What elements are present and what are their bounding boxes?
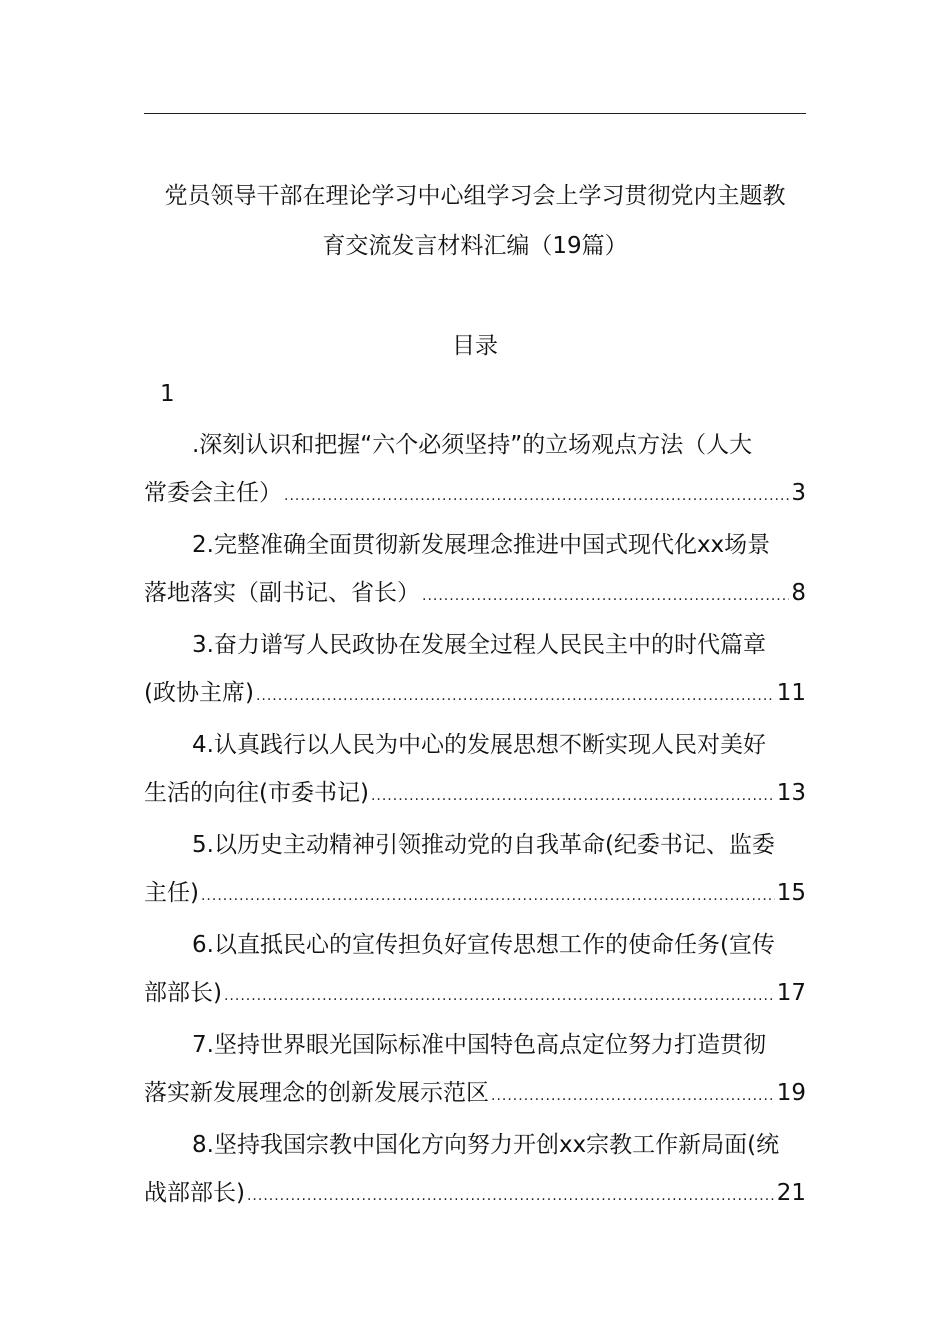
document-title-line-2: 育交流发言材料汇编（19篇） [322, 233, 628, 259]
toc-page-number: 19 [776, 1080, 806, 1106]
toc-entry-title: 8.坚持我国宗教中国化方向努力开创xx宗教工作新局面(统 [192, 1132, 780, 1158]
toc-entry-title-continued: 落地落实（副书记、省长） [144, 580, 420, 606]
toc-entry-title: 3.奋力谱写人民政协在发展全过程人民民主中的时代篇章 [192, 632, 766, 658]
toc-entry[interactable] [144, 730, 806, 830]
dot-leader [201, 881, 775, 911]
toc-heading: 目录 [452, 333, 498, 359]
toc-entry-title-continued: 常委会主任） [144, 480, 282, 506]
dot-leader [224, 981, 775, 1011]
dot-leader [371, 781, 775, 811]
toc-entry-title-continued: (政协主席) [144, 680, 254, 706]
toc-entry-title: 4.认真践行以人民为中心的发展思想不断实现人民对美好 [192, 732, 766, 758]
toc-page-number: 3 [791, 480, 806, 506]
toc-entry-title-continued: 落实新发展理念的创新发展示范区 [144, 1080, 489, 1106]
dot-leader [256, 681, 775, 711]
toc-entry[interactable] [144, 930, 806, 1030]
dot-leader [422, 581, 789, 611]
toc-entry-title: 2.完整准确全面贯彻新发展理念推进中国式现代化xx场景 [192, 532, 771, 558]
toc-entry[interactable] [144, 530, 806, 630]
toc-entry[interactable] [144, 630, 806, 730]
toc-page-number: 15 [776, 880, 806, 906]
header-rule [144, 113, 806, 114]
toc-entry[interactable] [144, 430, 806, 530]
toc-entry-title: 6.以直抵民心的宣传担负好宣传思想工作的使命任务(宣传 [192, 932, 775, 958]
table-of-contents [144, 430, 806, 1230]
dot-leader [284, 481, 789, 511]
toc-page-number: 17 [776, 980, 806, 1006]
toc-page-number: 11 [776, 680, 806, 706]
toc-first-number: 1 [160, 381, 175, 407]
toc-entry-title-continued: 主任) [144, 880, 199, 906]
document-title-line-1: 党员领导干部在理论学习中心组学习会上学习贯彻党内主题教 [164, 183, 786, 209]
toc-page-number: 8 [791, 580, 806, 606]
toc-entry-title: .深刻认识和把握“六个必须坚持”的立场观点方法（人大 [192, 432, 753, 458]
toc-entry[interactable] [144, 1130, 806, 1230]
toc-entry-title-continued: 战部部长) [144, 1180, 245, 1206]
toc-entry[interactable] [144, 1030, 806, 1130]
toc-page-number: 21 [776, 1180, 806, 1206]
toc-entry-title-continued: 生活的向往(市委书记) [144, 780, 369, 806]
dot-leader [247, 1181, 775, 1211]
dot-leader [491, 1081, 775, 1111]
toc-entry[interactable] [144, 830, 806, 930]
toc-page-number: 13 [776, 780, 806, 806]
toc-entry-title-continued: 部部长) [144, 980, 222, 1006]
toc-entry-title: 5.以历史主动精神引领推动党的自我革命(纪委书记、监委 [192, 832, 775, 858]
toc-entry-title: 7.坚持世界眼光国际标准中国特色高点定位努力打造贯彻 [192, 1032, 766, 1058]
